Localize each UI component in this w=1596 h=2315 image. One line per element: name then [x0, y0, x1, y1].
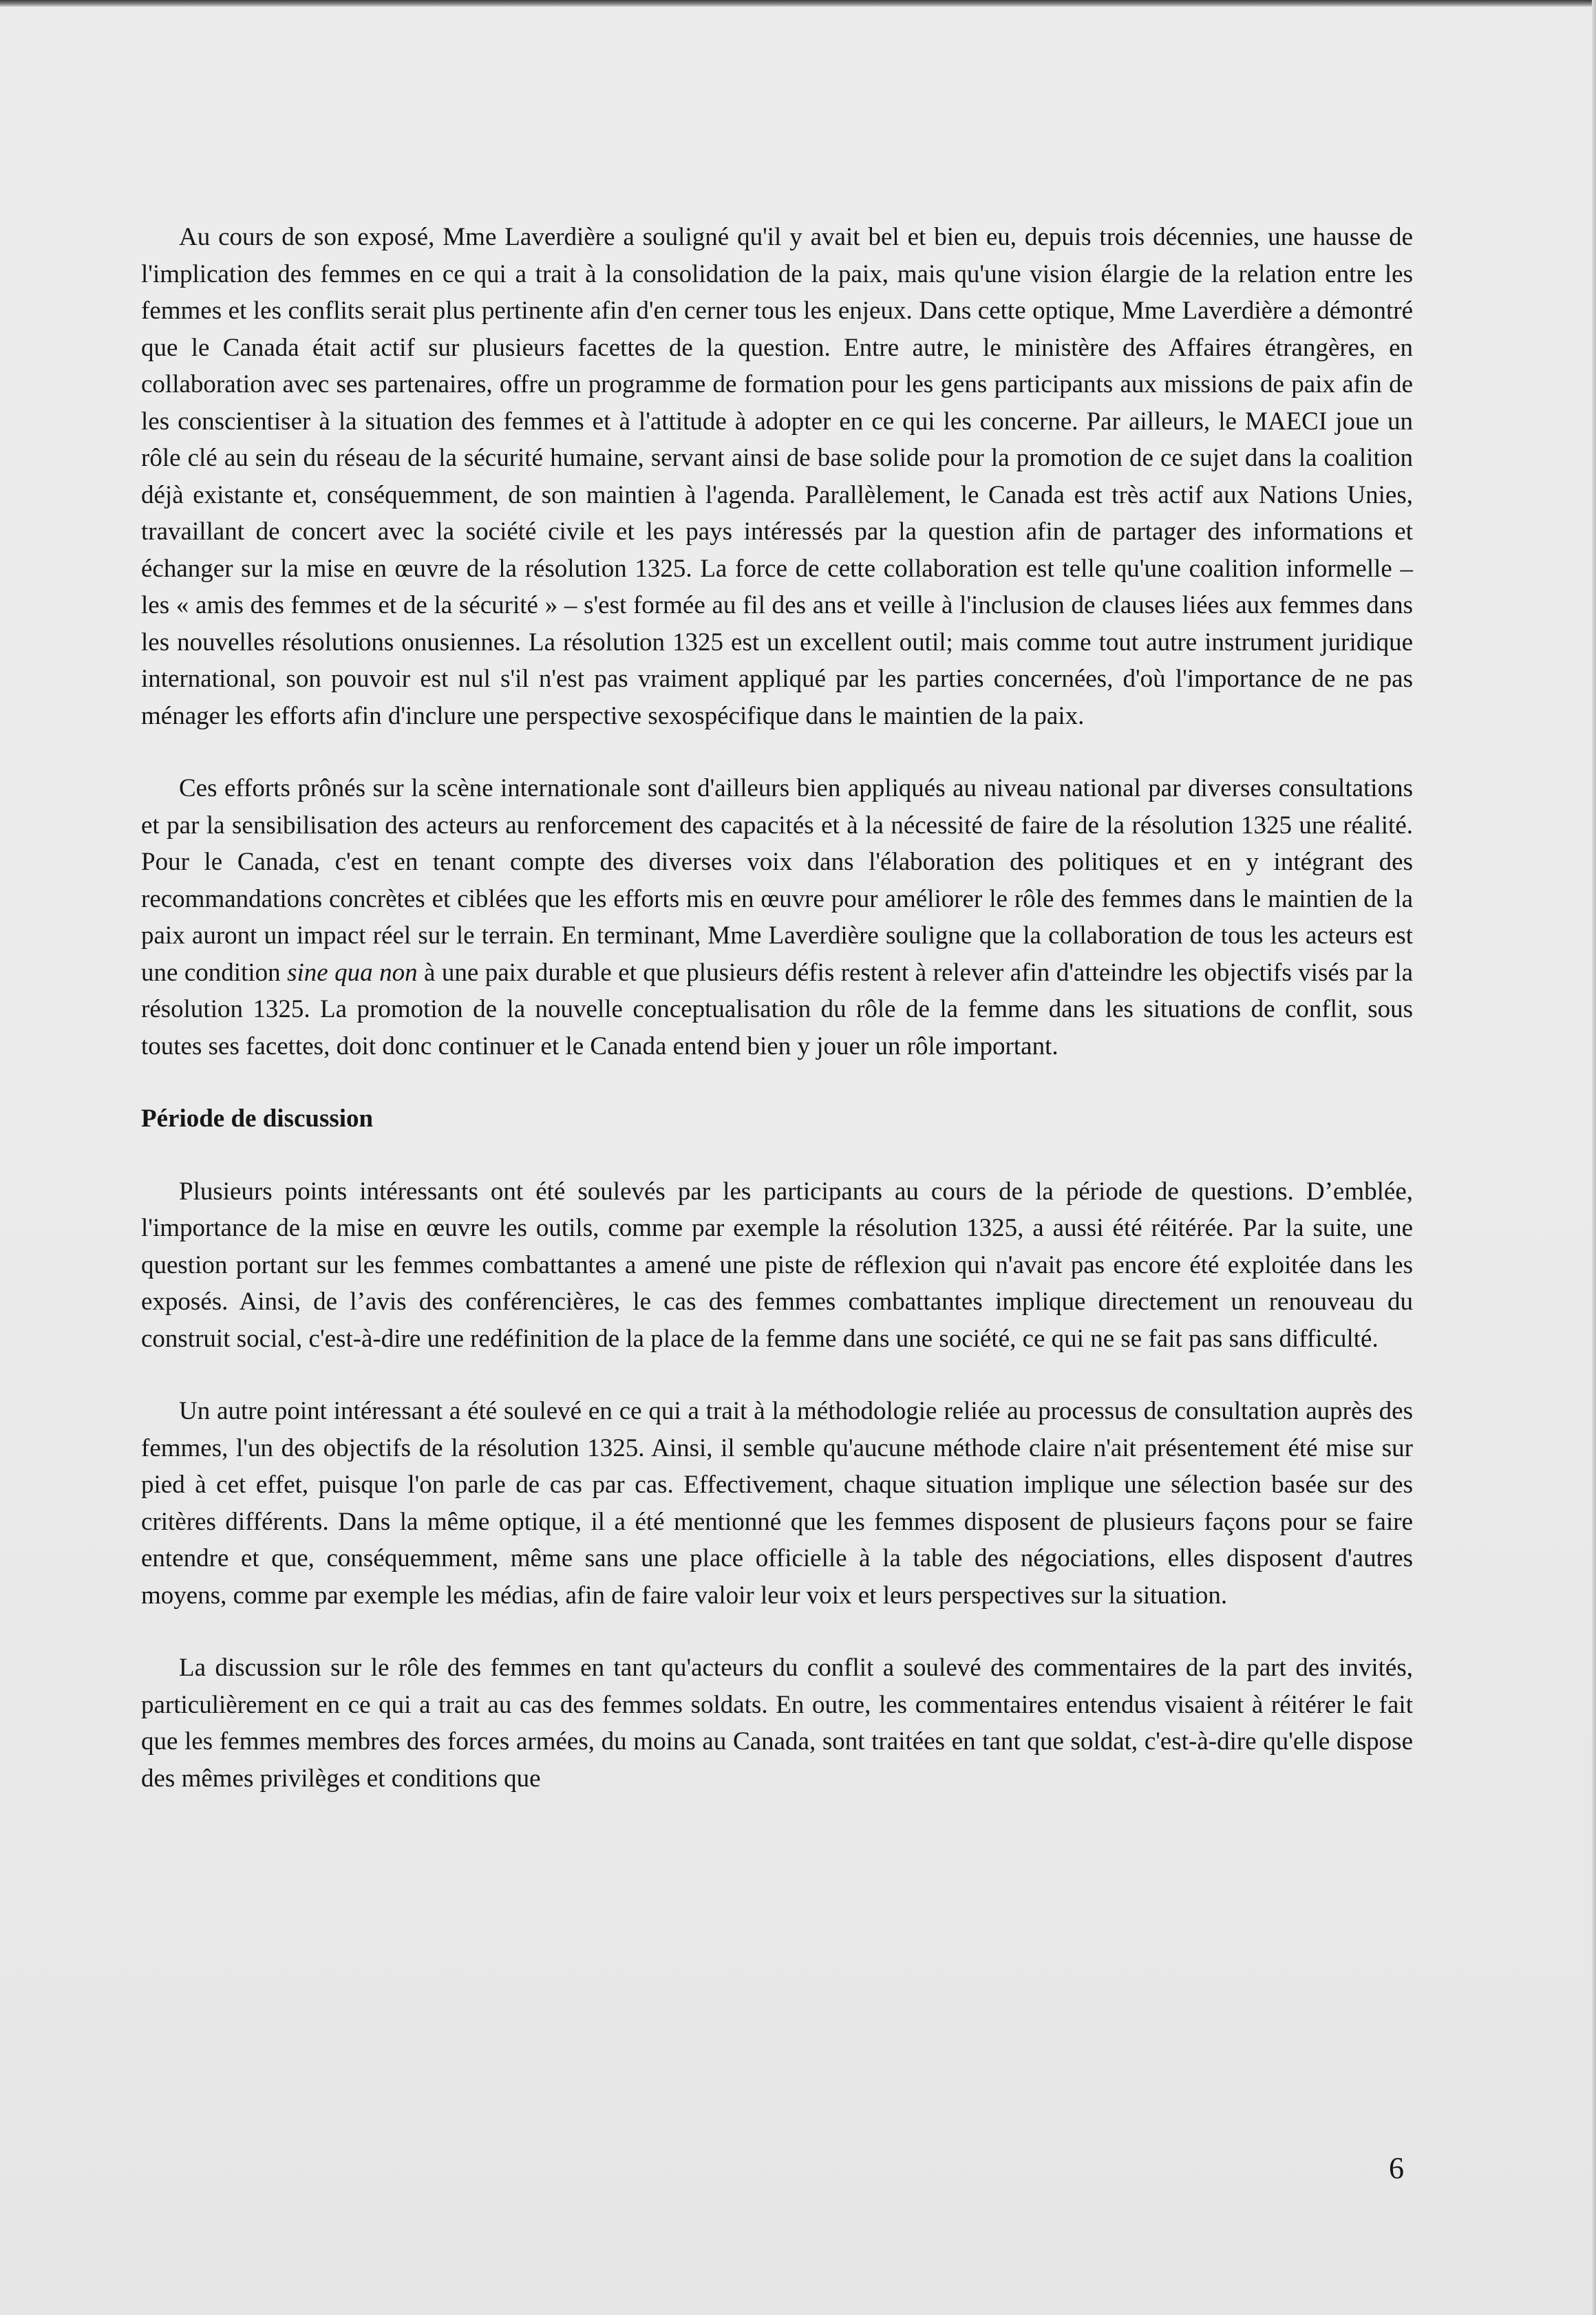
paragraph-points-interessants: Plusieurs points intéressants ont été soulevés par les participants au cours de la période de questions. D’emblée, l'importance de la mise en œuvre les outils, comme par exemple la résolution 1325, a aussi été réitérée. Par la suite, une question portant sur les femmes combattantes a amené une piste de réflexion qui n'avait pas encore été exploitée dans les exposés. Ainsi, de l’avis des conférencières, le cas des femmes combattantes implique directement un renouveau du construit social, c'est-à-dire une redéfinition de la place de la femme dans une société, ce qui ne se fait pas sans difficulté.: [141, 1177, 1413, 1353]
paragraph-efforts-nationaux: [141, 770, 1413, 1065]
scan-right-edge: [1592, 0, 1596, 2315]
paragraph-methodologie: Un autre point intéressant a été soulevé en ce qui a trait à la méthodologie reliée au processus de consultation auprès des femmes, l'un des objectifs de la résolution 1325. Ainsi, il semble qu'aucune méthode claire n'ait présentement été mise sur pied à cet effet, puisque l'on parle de cas par cas. Effectivement, chaque situation implique une sélection basée sur des critères différents. Dans la même optique, il a été mentionné que les femmes disposent de plusieurs façons pour se faire entendre et que, conséquemment, même sans une place officielle à la table des négociations, elles disposent d'autres moyens, comme par exemple les médias, afin de faire valoir leur voix et leurs perspectives sur la situation.: [141, 1397, 1413, 1610]
paragraph-laverdiere-expose: Au cours de son exposé, Mme Laverdière a souligné qu'il y avait bel et bien eu, depuis trois décennies, une hausse de l'implication des femmes en ce qui a trait à la consolidation de la paix, mais qu'une vision élargie de la relation entre les femmes et les conflits serait plus pertinente afin d'en cerner tous les enjeux. Dans cette optique, Mme Laverdière a démontré que le Canada était actif sur plusieurs facettes de la question. Entre autre, le ministère des Affaires étrangères, en collaboration avec ses partenaires, offre un programme de formation pour les gens participants aux missions de paix afin de les conscientiser à la situation des femmes et à l'attitude à adopter en ce qui les concerne. Par ailleurs, le MAECI joue un rôle clé au sein du réseau de la sécurité humaine, servant ainsi de base solide pour la promotion de ce sujet dans la coalition déjà existante et, conséquemment, de son maintien à l'agenda. Parallèlement, le Canada est très actif aux Nations Unies, travaillant de concert avec la société civile et les pays intéressés par la question afin de partager des informations et échanger sur la mise en œuvre de la résolution 1325. La force de cette collaboration est telle qu'une coalition informelle – les « amis des femmes et de la sécurité » – s'est formée au fil des ans et veille à l'inclusion de clauses liées aux femmes dans les nouvelles résolutions onusiennes. La résolution 1325 est un excellent outil; mais comme tout autre instrument juridique international, son pouvoir est nul s'il n'est pas vraiment appliqué par les parties concernées, d'où l'importance de ne pas ménager les efforts afin d'inclure une perspective sexospécifique dans le maintien de la paix.: [141, 223, 1413, 730]
paragraph-gap: [141, 1357, 1413, 1393]
paragraph-gap: [141, 1614, 1413, 1650]
paragraph-gap: [141, 1138, 1413, 1173]
paragraph-femmes-soldats: La discussion sur le rôle des femmes en tant qu'acteurs du conflit a soulevé des commentaires de la part des invités, particulièrement en ce qui a trait au cas des femmes soldats. En outre, les commentaires entendus visaient à réitérer le fait que les femmes membres des forces armées, du moins au Canada, sont traitées en tant que soldat, c'est-à-dire qu'elle dispose des mêmes privilèges et conditions que: [141, 1654, 1413, 1793]
scan-top-edge: [0, 0, 1596, 7]
paragraph-gap: [141, 734, 1413, 770]
latin-phrase: sine qua non: [287, 958, 418, 987]
paragraph-text: Ces efforts prônés sur la scène internationale sont d'ailleurs bien appliqués au niveau national par diverses consultations et par la sensibilisation des acteurs au renforcement des capacités et à la nécessité de faire de la résolution 1325 une réalité. Pour le Canada, c'est en tenant compte des diverses voix dans l'élaboration des politiques et en y intégrant des recommandations concrètes et ciblées que les efforts mis en œuvre pour améliorer le rôle des femmes dans le maintien de la paix auront un impact réel sur le terrain. En terminant, Mme Laverdière souligne que la collaboration de tous les acteurs est une condition: [141, 774, 1413, 987]
document-body: [141, 219, 1413, 1797]
page-number: 6: [1389, 2151, 1404, 2185]
paragraph-text: à une paix durable et que plusieurs défis restent à relever afin d'atteindre les objectifs visés par la résolution 1325. La promotion de la nouvelle conceptualisation du rôle de la femme dans les situations de conflit, sous toutes ses facettes, doit donc continuer et le Canada entend bien y jouer un rôle important.: [141, 958, 1414, 1060]
paragraph-gap: [141, 1065, 1413, 1100]
section-heading: Période de discussion: [141, 1105, 374, 1133]
